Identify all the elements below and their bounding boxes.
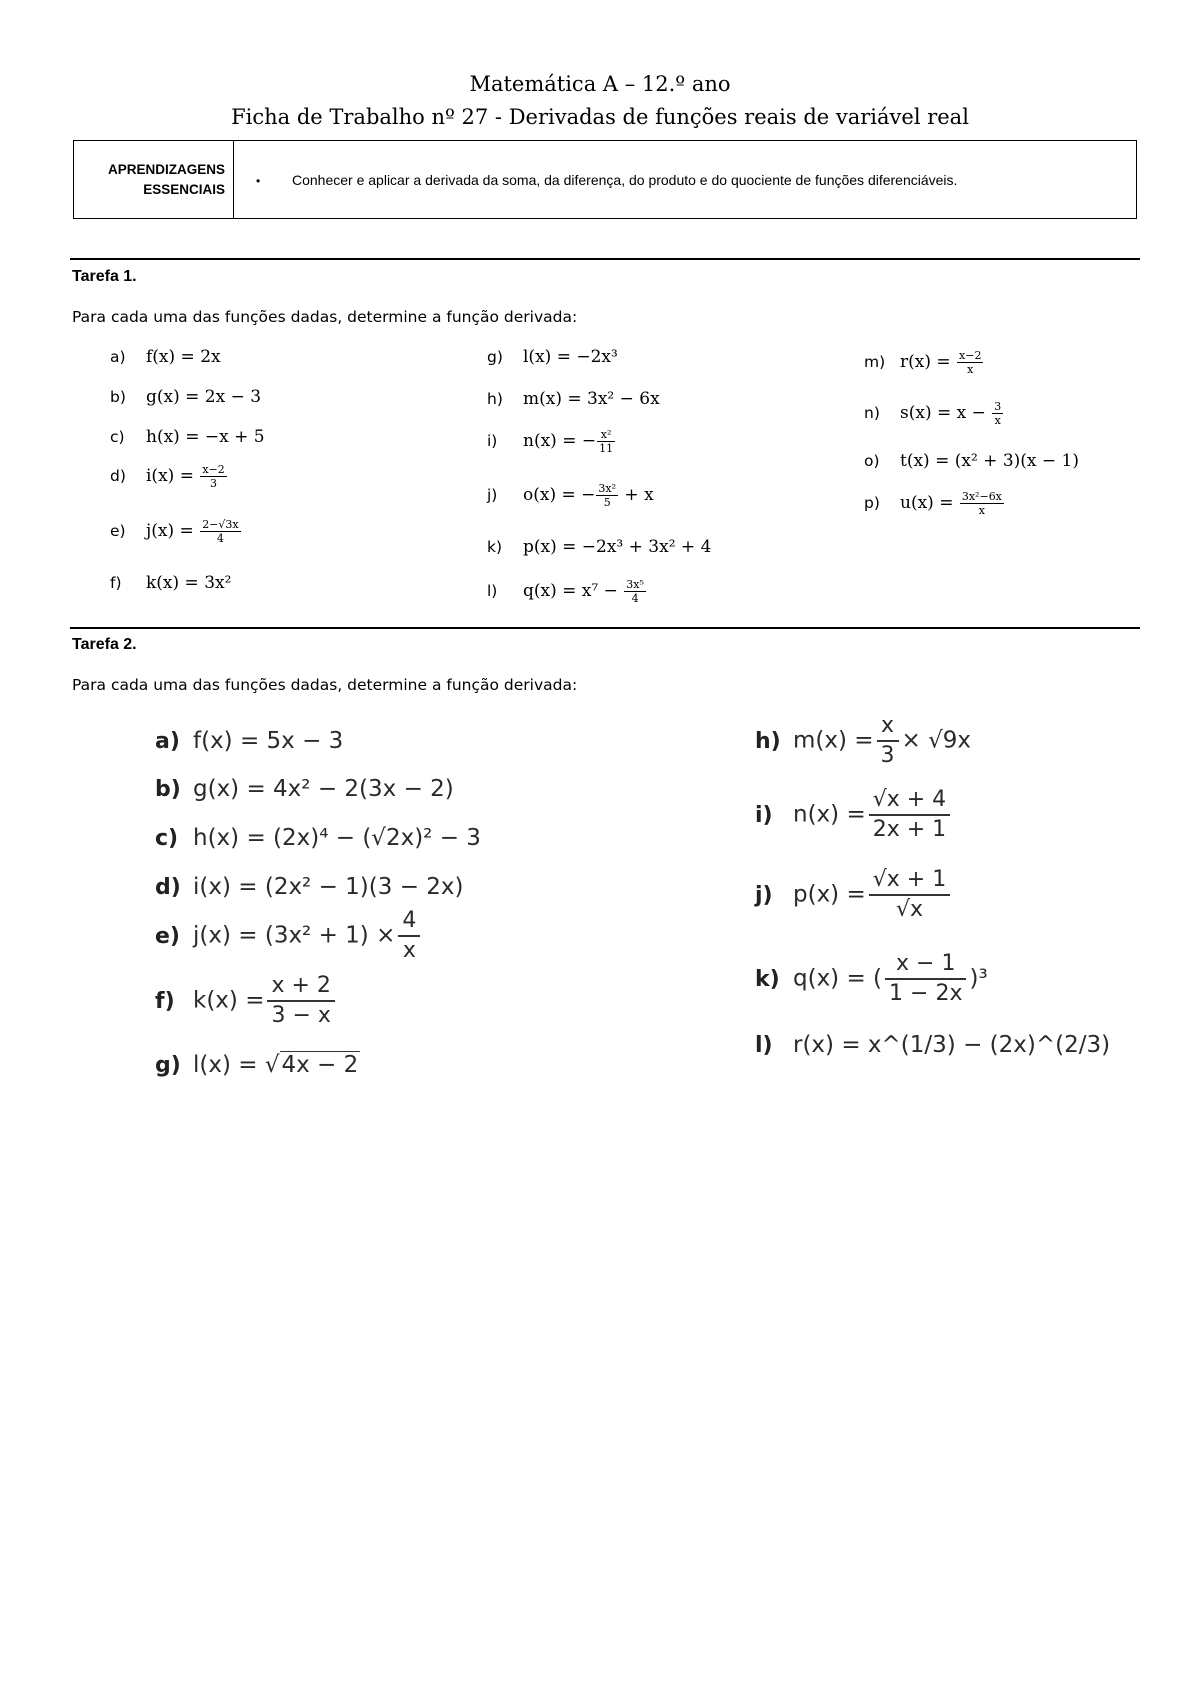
fraction: $\frac{2-√3x}{4}$ xyxy=(202,518,239,545)
task1-item-d: d) i(x) = $\frac{x-2}{3}$ xyxy=(110,463,225,490)
task1-item-m: m) r(x) = $\frac{x-2}{x}$ xyxy=(864,349,982,376)
fraction: $\frac{x-2}{x}$ xyxy=(959,349,982,376)
task1-item-c: c) h(x) = −x + 5 xyxy=(110,427,265,447)
task2-instruction: Para cada uma das funções dadas, determine a função derivada: xyxy=(72,676,578,694)
doc-title: Matemática A – 12.º ano xyxy=(469,72,731,96)
fraction: $\frac{√x + 4}{2x + 1}$ xyxy=(869,786,950,844)
fraction: $\frac{\text{3x²}}{5}$ xyxy=(598,482,617,509)
task2-item-b: b) g(x) = 4x² − 2(3x − 2) xyxy=(155,776,454,802)
fraction: $\frac{\text{3x²−6x}}{x}$ xyxy=(961,490,1002,517)
task1-item-a: a) f(x) = 2x xyxy=(110,347,221,367)
task2-item-i: i) n(x) = $\frac{√x + 4}{2x + 1}$ xyxy=(755,786,953,844)
doc-subtitle: Ficha de Trabalho nº 27 - Derivadas de funções reais de variável real xyxy=(231,105,969,129)
task2-item-j: j) p(x) = $\frac{√x + 1}{√x}$ xyxy=(755,866,953,924)
task2-item-g: g) l(x) = √4x − 2 xyxy=(155,1052,359,1078)
task2-item-e: e) j(x) = (3x² + 1) × $\frac{4}{x}$ xyxy=(155,907,423,965)
essential-label-line2: ESSENCIAIS xyxy=(143,181,225,197)
fraction: $\frac{x}{3}$ xyxy=(877,712,899,770)
fraction: $\frac{√x + 1}{√x}$ xyxy=(869,866,950,924)
task1-item-j: j) o(x) = − $\frac{\text{3x²}}{5}$ + x xyxy=(487,482,654,509)
task1-item-f: f) k(x) = 3x² xyxy=(110,573,232,593)
bullet-icon: • xyxy=(256,173,261,188)
task2-title: Tarefa 2. xyxy=(72,636,137,653)
task1-title: Tarefa 1. xyxy=(72,268,137,285)
fraction: $\frac{x - 1}{1 - 2x}$ xyxy=(885,950,966,1008)
task1-item-l: l) q(x) = x⁷ − $\frac{\text{3x⁵}}{4}$ xyxy=(487,578,644,605)
essential-label xyxy=(74,141,234,219)
fraction: $\frac{\text{3x⁵}}{4}$ xyxy=(626,578,644,605)
task2-item-d: d) i(x) = (2x² − 1)(3 − 2x) xyxy=(155,874,464,900)
task1-item-i: i) n(x) = − $\frac{\text{x²}}{11}$ xyxy=(487,428,614,455)
task1-item-p: p) u(x) = $\frac{\text{3x²−6x}}{x}$ xyxy=(864,490,1002,517)
task2-item-a: a) f(x) = 5x − 3 xyxy=(155,728,344,754)
fraction: $\frac{x + 2}{3 - x}$ xyxy=(267,972,334,1030)
divider xyxy=(70,627,1140,629)
task1-item-k: k) p(x) = −2x³ + 3x² + 4 xyxy=(487,537,712,557)
radicand: 4x − 2 xyxy=(281,1052,359,1078)
fraction: $\frac{3}{x}$ xyxy=(994,400,1002,427)
fraction: $\frac{x-2}{3}$ xyxy=(202,463,225,490)
task1-item-h: h) m(x) = 3x² − 6x xyxy=(487,389,660,409)
task1-instruction: Para cada uma das funções dadas, determine a função derivada: xyxy=(72,308,578,326)
essential-label-line1: APRENDIZAGENS xyxy=(107,161,225,177)
divider xyxy=(70,258,1140,260)
essential-text-cell xyxy=(234,141,1137,219)
task1-item-n: n) s(x) = x − $\frac{3}{x}$ xyxy=(864,400,1002,427)
fraction: $\frac{4}{x}$ xyxy=(398,907,420,965)
task1-item-b: b) g(x) = 2x − 3 xyxy=(110,387,262,407)
task1-item-g: g) l(x) = −2x³ xyxy=(487,347,618,367)
task1-item-o: o) t(x) = (x² + 3)(x − 1) xyxy=(864,451,1079,471)
task2-item-f: f) k(x) = $\frac{x + 2}{3 - x}$ xyxy=(155,972,338,1030)
task2-item-k: k) q(x) = ( $\frac{x - 1}{1 - 2x}$ )³ xyxy=(755,951,988,1006)
essential-text: Conhecer e aplicar a derivada da soma, da diferença, do produto e do quociente de funções diferenciáveis. xyxy=(292,171,958,188)
task2-item-l: l) r(x) = x^(1/3) − (2x)^(2/3) xyxy=(755,1032,1111,1058)
task2-item-c: c) h(x) = (2x)⁴ − (√2x)² − 3 xyxy=(155,825,481,851)
task1-item-e: e) j(x) = $\frac{2-√3x}{4}$ xyxy=(110,518,239,545)
essential-learning-table xyxy=(73,140,1137,219)
fraction: $\frac{\text{x²}}{11}$ xyxy=(599,428,614,455)
task2-item-h: h) m(x) = $\frac{x}{3}$ × √9x xyxy=(755,713,972,768)
